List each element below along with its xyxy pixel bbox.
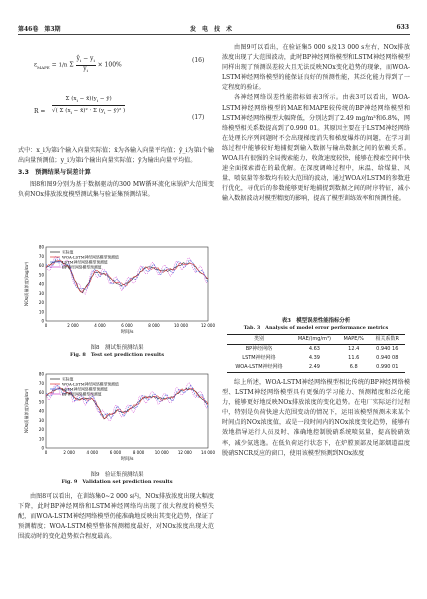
table-3-title-en: Tab. 3 Analysis of model error performance metrics	[243, 325, 389, 331]
table-cell: 4.63	[308, 346, 320, 352]
figure-9-caption-cn: 图9 验证集预测结果	[90, 472, 144, 478]
y-tick-label: 20	[38, 300, 44, 305]
table-row	[227, 345, 405, 355]
y-tick-label: 10	[38, 309, 44, 315]
right-column-bottom	[222, 378, 410, 459]
legend-entry: BP神经网络模型预测值	[62, 264, 102, 270]
table-header-cell: MAPE/%	[343, 336, 364, 342]
table-cell: 12.4	[348, 346, 360, 352]
x-tick-label: 4 000	[86, 450, 99, 455]
table-cell: 2.49	[308, 364, 320, 370]
figure-9-discussion: 由图9可以看出，在验证集5 000 s及13 000 s左右，NOx排放浓度出现了大范围波动，此时BP神经网络模型和LSTM神经网络模型同样出现了预测误差较大且无法反映NOx变化趋势的现象，而WOA-LSTM神经网络模型的能保证良好的预测性能，其泛化能力得到了一定程度的验证。	[222, 44, 410, 92]
header-volume: 第46卷 第3期	[18, 26, 61, 33]
figure-8-plot	[22, 243, 216, 343]
x-tick-label: 8 000	[132, 450, 145, 455]
table-3-discussion: 各神经网络误差性能指标如表3所示。由表3可以看出，WOA-LSTM神经网络模型的MAE和MAPE较传统的BP神经网络模型和LSTM神经网络模型大幅降低，分别达到了2.49 mg/m³和6.8%，网络模型相关系数提高到了0.990 01。其原因主要在于LSTM神经网络在处理长序列问题时不会出现梯度消失和梯度爆炸的问题，在学习训练过程中能够较好地捕捉到输入数据与输出数据之间的依赖关系。WOA具有很强的全局搜索能力，收敛速度较快，能够在搜索空间中快速全面探索潜在的最优解。在深度调峰过程中，床温、给煤量、风量、喷氨量等参数均有较大范围的波动，通过WOA对LSTM的参数进行优化，寻优后的参数能够更好地捕捉到数据之间的时序特征，减小输入数据波动对模型精度的影响，提高了模型训练效率和预测性能。	[222, 94, 410, 203]
y-tick-label: 80	[38, 244, 44, 250]
y-axis-label: NOx质量浓度/(mg/m³)	[24, 261, 29, 307]
figure-8-caption	[18, 345, 216, 359]
y-tick-label: 50	[38, 399, 44, 405]
y-tick-label: 60	[38, 390, 44, 395]
y-tick-label: 60	[38, 263, 44, 268]
header-page-number: 633	[396, 24, 409, 31]
right-column-top	[222, 43, 410, 205]
x-tick-label: 10 000	[154, 450, 169, 455]
equation-16: $\varepsilon_{MAPE} = 1/n$ Σ $\frac{ŷ_i - y_i}{y_i}$ × 100%	[34, 55, 122, 73]
x-tick-label: 8 000	[148, 323, 160, 328]
equation-17: R = $\frac{\Sigma (x_i - x̄)(y_i - ȳ)}{√( \Sigma (x_i - x̄)^2 \cdot \Sigma (y_i - ȳ)^2 )}$	[34, 96, 126, 115]
x-tick-label: 6 000	[109, 450, 122, 455]
table-cell: 11.6	[348, 355, 360, 361]
x-tick-label: 2 000	[67, 323, 79, 328]
section-paragraph: 图8和图9分别为基于数据驱动的300 MW循环流化床锅炉大范围变负荷NOx排放浓度模型测试集与验证集预测结果。	[18, 181, 214, 199]
legend-entry: BP神经网络模型预测值	[62, 391, 102, 397]
x-tick-label: 12 000	[201, 323, 215, 328]
y-tick-label: 0	[41, 445, 44, 451]
x-tick-label: 10 000	[174, 323, 188, 328]
y-tick-label: 10	[38, 436, 44, 442]
x-axis-label: 时间/s	[120, 330, 134, 335]
legend-entry: LSTM神经网络模型预测值	[62, 259, 108, 265]
legend-entry: LSTM神经网络模型预测值	[62, 386, 108, 392]
legend-entry: 实际值	[62, 249, 74, 255]
table-cell: 0.940 16	[376, 346, 399, 352]
figure-8	[22, 243, 216, 343]
table-header-cell: 类别	[253, 336, 264, 342]
y-tick-label: 50	[38, 272, 44, 278]
table-cell: 0.940 08	[376, 355, 399, 361]
legend-entry: WOA-LSTM神经网络模型预测值	[62, 254, 119, 260]
x-tick-label: 2 000	[63, 450, 75, 455]
y-tick-label: 20	[38, 427, 44, 432]
figure-9-caption-en: Fig. 9 Validation set prediction results	[61, 479, 173, 485]
y-axis-label: NOx质量浓度/(mg/m³)	[24, 388, 29, 434]
table-cell: WOA-LSTM神经网络	[235, 364, 283, 370]
y-tick-label: 40	[38, 408, 44, 414]
x-tick-label: 0	[44, 450, 48, 455]
y-tick-label: 40	[38, 281, 44, 287]
table-cell: 0.990 01	[376, 364, 399, 370]
x-tick-label: 14 000	[201, 450, 215, 455]
header-rule	[18, 34, 410, 35]
formula-note: 式中：x_i为第i个输入向量实际值；x̄为各输入向量平均值；ŷ_i为第i个输出向量预测值；y_i为第i个输出向量实际值；ȳ为输出向量平均值。	[18, 147, 214, 165]
figure-8-caption-cn: 图8 测试集预测结果	[90, 345, 144, 351]
table-header-cell: MAE/(mg/m³)	[297, 336, 331, 342]
y-tick-label: 70	[38, 253, 44, 259]
left-column-bottom	[18, 492, 214, 542]
x-tick-label: 4 000	[94, 323, 106, 328]
section-title: 3.3 预测结果与误差计算	[18, 169, 91, 177]
y-tick-label: 30	[38, 417, 44, 423]
table-3	[222, 318, 410, 373]
figure-8-caption-en: Fig. 8 Test set prediction results	[69, 352, 165, 358]
table-cell: BP神经网络	[245, 346, 273, 352]
left-column-top	[18, 146, 214, 200]
equation-16-number: (16)	[192, 57, 205, 64]
figure-9-plot	[22, 370, 216, 470]
header-journal: 发 电 技 术	[190, 26, 233, 33]
figure-9-caption	[18, 472, 216, 486]
equation-17-number: (17)	[192, 114, 205, 121]
x-tick-label: 6 000	[121, 323, 133, 328]
x-tick-label: 0	[44, 323, 48, 328]
legend-entry: 实际值	[62, 376, 74, 382]
table-cell: LSTM神经网络	[242, 355, 276, 361]
table-cell: 6.8	[349, 364, 358, 370]
table-row	[227, 363, 405, 373]
legend-entry: WOA-LSTM神经网络模型预测值	[62, 381, 119, 387]
figure-9	[22, 370, 216, 470]
x-axis-label: 时间/s	[120, 457, 134, 462]
table-cell: 4.39	[308, 355, 320, 361]
x-tick-label: 12 000	[177, 450, 192, 455]
y-tick-label: 30	[38, 290, 44, 296]
figure-8-discussion: 由图8可以看出，在训练集0~2 000 s内，NOx排放浓度出现大幅度下降，此时BP神经网络和LSTM神经网络均出现了很大程度的模型失配，而WOA-LSTM神经网络模型仍能准确地反映出其变化趋势，保证了预测精度；WOA-LSTM模型整体预测精度最好，对NOx浓度出现大范围波动时的变化趋势拟合程度最高。	[18, 493, 214, 541]
y-tick-label: 80	[38, 371, 44, 377]
table-row	[227, 354, 405, 363]
table-3-grid	[227, 334, 405, 373]
table-3-title: 表3 模型误差性能指标分析	[281, 318, 351, 324]
conclusion-paragraph: 综上所述，WOA-LSTM神经网络模型相比传统的BP神经网络模型、LSTM神经网络模型具有更强的学习能力、预测精度和泛化能力，能够更好地反映NOx排放浓度的变化趋势。在电厂实际运行过程中，特别是负荷快速大范围变动的情况下，运用该模型预测未来某个时间点的NOx浓度值，或是一段时间内的NOx浓度变化趋势，能够有效地指导运行人员及时、准确地控制脱硝系统喷氨量，提高脱硝效率，减少氨逃逸。在低负荷运行状态下，在炉膛顶部及尾部烟道温度脱硝SNCR反应的窗口，使用该模型预测到NOx浓度	[222, 379, 410, 457]
y-tick-label: 0	[41, 318, 44, 324]
y-tick-label: 70	[38, 380, 44, 386]
table-header-cell: 相关系数R	[375, 336, 400, 342]
